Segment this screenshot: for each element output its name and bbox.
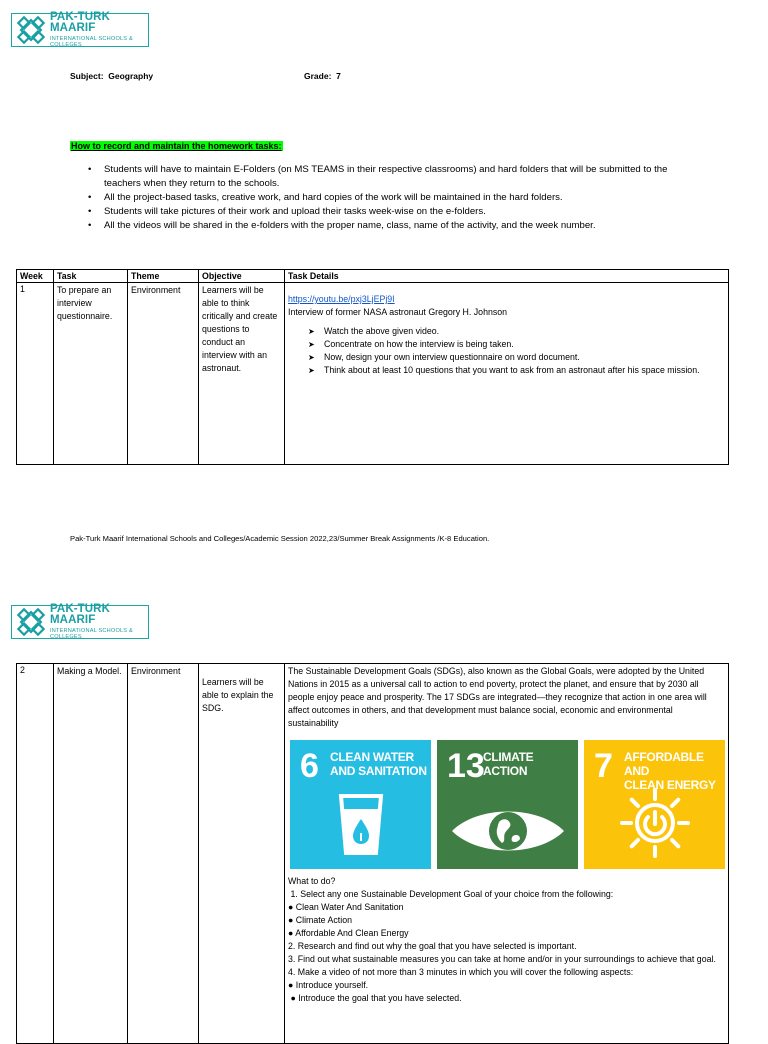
subject-value: Geography [108,71,154,81]
logo-subtitle: INTERNATIONAL SCHOOLS & COLLEGES [50,35,133,48]
sdg-tile-13 [437,740,578,869]
header-task: Task [54,270,128,283]
school-logo [11,10,149,48]
instructions-title: How to record and maintain the homework tasks: [71,141,282,151]
week-cell: 2 [17,664,54,1044]
water-glass-icon [338,793,384,859]
step-item: ➤ Think about at least 10 questions that you want to ask from an astronaut after his space mission. [308,364,725,377]
logo-subtitle: INTERNATIONAL SCHOOLS & COLLEGES [50,627,133,640]
sdg-title-line: CLIMATE [483,750,534,764]
week-cell: 1 [17,283,54,465]
logo-emblem-icon [16,15,46,45]
sdg-tiles [290,740,725,869]
what-to-do-line: 4. Make a video of not more than 3 minutes in which you will cover the following aspects: [288,967,634,977]
header-task-details: Task Details [285,270,729,283]
sdg-title [330,750,427,778]
theme-cell: Environment [128,283,199,465]
sun-power-icon [619,787,691,859]
sdg-title-line: AFFORDABLE AND [624,750,704,778]
what-to-do-line: ● Affordable And Clean Energy [288,928,409,938]
instructions-heading [70,136,283,154]
table-row [17,664,729,1044]
step-item: ➤ Concentrate on how the interview is being taken. [308,338,725,351]
step-item: ➤ Watch the above given video. [308,325,725,338]
logo-title: PAK-TURK MAARIF [50,10,110,35]
header-week: Week [17,270,54,283]
sdg-tile-6 [290,740,431,869]
task-details-cell [285,664,729,1044]
what-to-do-line: 3. Find out what sustainable measures you can take at home and/or in your surroundings to achieve that goal. [288,954,716,964]
what-to-do-section [288,875,725,1005]
table-header-row [17,270,729,283]
grade-line [304,71,341,81]
page-footer: Pak-Turk Maarif International Schools and Colleges/Academic Session 2022,23/Summer Break Assignments /K-8 Education. [70,534,490,543]
sdg-title [624,750,725,792]
subject-label: Subject: [70,71,104,81]
grade-label: Grade: [304,71,332,81]
instruction-item: • Students will take pictures of their work and upload their tasks week-wise on the e-folders. [70,205,670,219]
what-to-do-line: ● Introduce the goal that you have selected. [288,993,462,1003]
sdg-title-line: CLEAN WATER [330,750,414,764]
instruction-item: • All the videos will be shared in the e-folders with the proper name, class, name of the activity, and the week number. [70,219,670,233]
task-table-week-1 [16,269,729,465]
what-to-do-line: What to do? [288,876,336,886]
task-details-cell [285,283,729,465]
subject-line [70,71,153,81]
sdg-title [483,750,533,778]
objective-cell: Learners will be able to explain the SDG. [199,664,285,1044]
logo-title: PAK-TURK MAARIF [50,602,110,627]
table-row [17,283,729,465]
what-to-do-line: ● Clean Water And Sanitation [288,902,404,912]
task-cell: Making a Model. [54,664,128,1044]
header-objective: Objective [199,270,285,283]
steps-list [288,325,725,377]
instruction-item: • Students will have to maintain E-Folders (on MS TEAMS in their respective classrooms) and hard folders that will be submitted to the teachers when they return to the schools. [70,163,670,191]
what-to-do-line: 2. Research and find out why the goal that you have selected is important. [288,941,577,951]
objective-cell: Learners will be able to think critically and create questions to conduct an interview with an astronaut. [199,283,285,465]
task-cell: To prepare an interview questionnaire. [54,283,128,465]
video-link[interactable]: https://youtu.be/pxj3LjEPj9I [288,294,395,304]
grade-value: 7 [336,71,341,81]
what-to-do-line: ● Introduce yourself. [288,980,369,990]
school-logo [11,602,149,640]
sdg-number: 7 [594,747,613,785]
sdg-title-line: ACTION [483,764,528,778]
logo-emblem-icon [16,607,46,637]
sdg-tile-7 [584,740,725,869]
task-table-week-2 [16,663,729,1044]
instruction-item: • All the project-based tasks, creative work, and hard copies of the work will be maintained in the hard folders. [70,191,670,205]
step-item: ➤ Now, design your own interview questionnaire on word document. [308,351,725,364]
video-description: Interview of former NASA astronaut Gregory H. Johnson [288,307,508,317]
instructions-list [70,163,670,233]
what-to-do-line: ● Climate Action [288,915,352,925]
sdg-number: 13 [447,747,485,785]
eye-globe-icon [450,803,566,859]
theme-cell: Environment [128,664,199,1044]
sdg-title-line: CLEAN ENERGY [624,778,716,792]
sdg-title-line: AND SANITATION [330,764,427,778]
what-to-do-line: 1. Select any one Sustainable Development Goal of your choice from the following: [288,889,614,899]
sdg-paragraph: The Sustainable Development Goals (SDGs), also known as the Global Goals, were adopted by the United Nations in 2015 as a universal call to action to end poverty, protect the planet, and ensure that by 2030 all people enjoy peace and prosperity. The 17 SDGs are integrated—they recognize that action in one area will affect outcomes in others, and that development must balance social, economic and environmental sustainability [288,666,707,728]
sdg-number: 6 [300,747,319,785]
header-theme: Theme [128,270,199,283]
